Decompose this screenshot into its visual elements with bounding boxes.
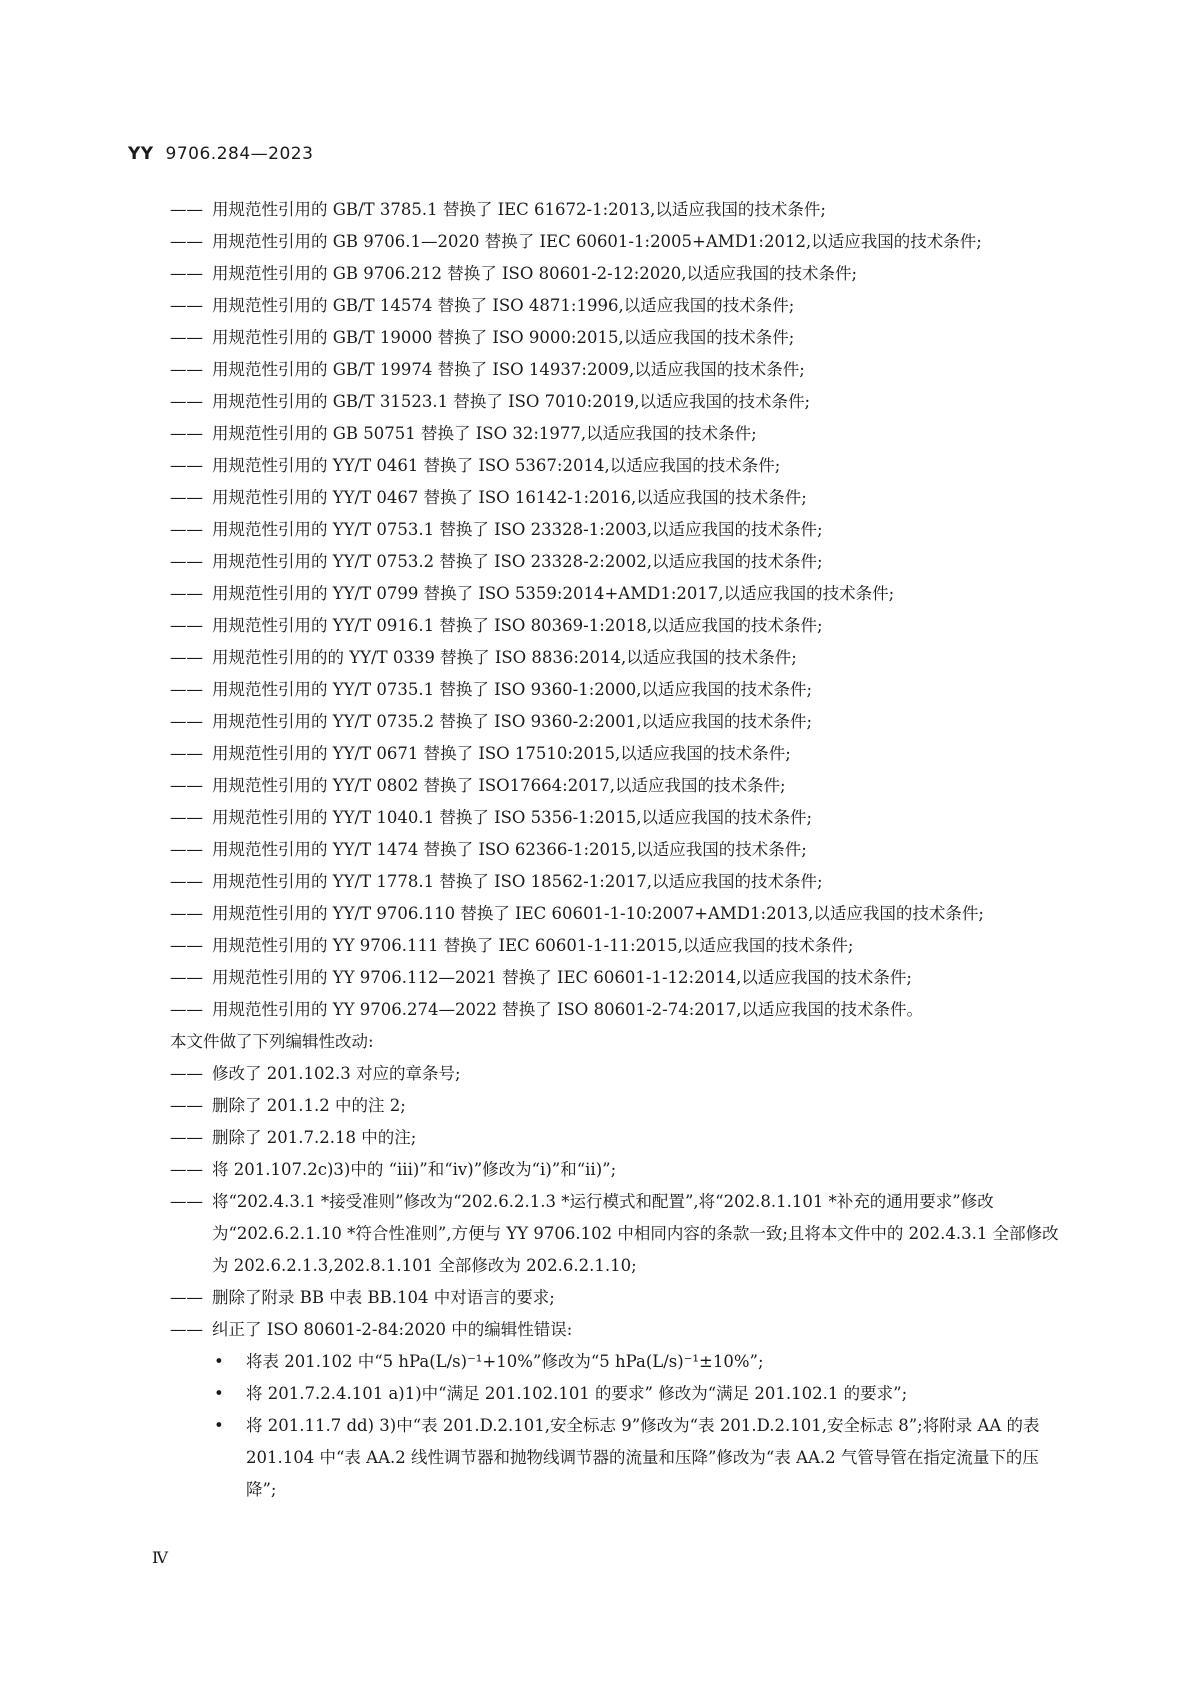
dash-marker: ——	[170, 360, 203, 379]
dash-marker: ——	[170, 1128, 203, 1147]
list-item-text: 用规范性引用的 YY/T 0735.1 替换了 ISO 9360-1:2000,以适应我国的技术条件;	[212, 680, 813, 699]
dash-marker: ——	[170, 1000, 203, 1019]
list-item-text: 用规范性引用的 GB 50751 替换了 ISO 32:1977,以适应我国的技术条件;	[212, 424, 757, 443]
edits-list	[170, 1058, 1060, 1346]
dash-marker: ——	[170, 1320, 203, 1339]
dash-marker: ——	[170, 1288, 203, 1307]
page-content	[170, 194, 1060, 1506]
dash-marker: ——	[170, 1160, 203, 1179]
list-item	[170, 546, 1060, 578]
list-item-text: 用规范性引用的 YY/T 0467 替换了 ISO 16142-1:2016,以适应我国的技术条件;	[212, 488, 807, 507]
list-item-text: 删除了 201.1.2 中的注 2;	[212, 1096, 406, 1115]
list-item-text: 用规范性引用的的 YY/T 0339 替换了 ISO 8836:2014,以适应我国的技术条件;	[212, 648, 797, 667]
list-item	[170, 1282, 1060, 1314]
list-item-text: 将 201.107.2c)3)中的 “iii)”和“iv)”修改为“i)”和“ii)”;	[212, 1160, 617, 1179]
list-item	[170, 482, 1060, 514]
list-item-text: 用规范性引用的 YY/T 0735.2 替换了 ISO 9360-2:2001,以适应我国的技术条件;	[212, 712, 813, 731]
list-item-text: 用规范性引用的 GB/T 19974 替换了 ISO 14937:2009,以适应我国的技术条件;	[212, 360, 805, 379]
list-item	[170, 1058, 1060, 1090]
list-item-text: 修改了 201.102.3 对应的章条号;	[212, 1064, 461, 1083]
dash-marker: ——	[170, 1096, 203, 1115]
dash-marker: ——	[170, 968, 203, 987]
bullet-item-text: 将表 201.102 中“5 hPa(L/s)⁻¹+10%”修改为“5 hPa(L/s)⁻¹±10%”;	[246, 1352, 764, 1371]
dash-marker: ——	[170, 616, 203, 635]
list-item-text: 用规范性引用的 YY 9706.111 替换了 IEC 60601-1-11:2015,以适应我国的技术条件;	[212, 936, 854, 955]
list-item	[170, 674, 1060, 706]
dash-marker: ——	[170, 872, 203, 891]
bullet-item	[170, 1346, 1060, 1378]
dash-marker: ——	[170, 808, 203, 827]
list-item	[170, 578, 1060, 610]
dash-marker: ——	[170, 328, 203, 347]
list-item	[170, 866, 1060, 898]
list-item	[170, 514, 1060, 546]
corrections-list	[170, 1346, 1060, 1506]
list-item	[170, 450, 1060, 482]
bullet-item-text: 将 201.7.2.4.101 a)1)中“满足 201.102.101 的要求” 修改为“满足 201.102.1 的要求”;	[246, 1384, 908, 1403]
dash-marker: ——	[170, 264, 203, 283]
list-item	[170, 994, 1060, 1026]
dash-marker: ——	[170, 552, 203, 571]
dash-marker: ——	[170, 232, 203, 251]
list-item-text: 用规范性引用的 YY/T 0671 替换了 ISO 17510:2015,以适应我国的技术条件;	[212, 744, 791, 763]
list-item	[170, 418, 1060, 450]
dash-marker: ——	[170, 488, 203, 507]
dash-marker: ——	[170, 712, 203, 731]
bullet-marker: •	[214, 1384, 224, 1403]
list-item	[170, 738, 1060, 770]
list-item	[170, 322, 1060, 354]
list-item-text: 删除了附录 BB 中表 BB.104 中对语言的要求;	[212, 1288, 555, 1307]
list-item	[170, 706, 1060, 738]
list-item	[170, 610, 1060, 642]
list-item-text: 用规范性引用的 YY 9706.274—2022 替换了 ISO 80601-2-74:2017,以适应我国的技术条件。	[212, 1000, 924, 1019]
list-item-text: 用规范性引用的 YY/T 0802 替换了 ISO17664:2017,以适应我国的技术条件;	[212, 776, 786, 795]
bullet-item	[170, 1378, 1060, 1410]
dash-marker: ——	[170, 936, 203, 955]
list-item-text: 用规范性引用的 GB 9706.212 替换了 ISO 80601-2-12:2020,以适应我国的技术条件;	[212, 264, 858, 283]
list-item	[170, 386, 1060, 418]
dash-marker: ——	[170, 840, 203, 859]
list-item-text: 用规范性引用的 YY 9706.112—2021 替换了 IEC 60601-1-12:2014,以适应我国的技术条件;	[212, 968, 912, 987]
list-item-text: 用规范性引用的 YY/T 0753.2 替换了 ISO 23328-2:2002,以适应我国的技术条件;	[212, 552, 823, 571]
list-item-text: 用规范性引用的 GB/T 14574 替换了 ISO 4871:1996,以适应我国的技术条件;	[212, 296, 795, 315]
list-item-text: 用规范性引用的 YY/T 1040.1 替换了 ISO 5356-1:2015,以适应我国的技术条件;	[212, 808, 813, 827]
list-item	[170, 802, 1060, 834]
list-item-text: 用规范性引用的 GB/T 3785.1 替换了 IEC 61672-1:2013,以适应我国的技术条件;	[212, 200, 826, 219]
list-item	[170, 834, 1060, 866]
dash-marker: ——	[170, 904, 203, 923]
list-item	[170, 354, 1060, 386]
list-item-text: 用规范性引用的 YY/T 0461 替换了 ISO 5367:2014,以适应我国的技术条件;	[212, 456, 781, 475]
list-item-text: 将“202.4.3.1 *接受准则”修改为“202.6.2.1.3 *运行模式和配置”,将“202.8.1.101 *补充的通用要求”修改为“202.6.2.1.10 *符合性准则”,方便与 YY 9706.102 中相同内容的条款一致;且将本文件中的 202.4.3.1 全部修改为 202.6.2.1.3,202.8.1.101 全部修改为 202.6.2.1.10;	[212, 1192, 1059, 1275]
dash-marker: ——	[170, 680, 203, 699]
dash-marker: ——	[170, 200, 203, 219]
list-item-text: 用规范性引用的 YY/T 0799 替换了 ISO 5359:2014+AMD1:2017,以适应我国的技术条件;	[212, 584, 895, 603]
bullet-marker: •	[214, 1352, 224, 1371]
list-item-text: 用规范性引用的 GB/T 31523.1 替换了 ISO 7010:2019,以适应我国的技术条件;	[212, 392, 811, 411]
dash-marker: ——	[170, 744, 203, 763]
list-item	[170, 770, 1060, 802]
bullet-item	[170, 1410, 1060, 1506]
list-item-text: 用规范性引用的 YY/T 0916.1 替换了 ISO 80369-1:2018,以适应我国的技术条件;	[212, 616, 823, 635]
document-header	[128, 144, 313, 164]
list-item	[170, 1186, 1060, 1282]
page-number: Ⅳ	[152, 1548, 168, 1567]
dash-marker: ——	[170, 1064, 203, 1083]
list-item	[170, 1090, 1060, 1122]
dash-marker: ——	[170, 296, 203, 315]
bullet-item-text: 将 201.11.7 dd) 3)中“表 201.D.2.101,安全标志 9”修改为“表 201.D.2.101,安全标志 8”;将附录 AA 的表 201.104 中“表 AA.2 线性调节器和抛物线调节器的流量和压降”修改为“表 AA.2 气管导管在指定流量下的压降”;	[246, 1416, 1040, 1499]
list-item-text: 用规范性引用的 YY/T 9706.110 替换了 IEC 60601-1-10:2007+AMD1:2013,以适应我国的技术条件;	[212, 904, 984, 923]
list-item-text: 删除了 201.7.2.18 中的注;	[212, 1128, 417, 1147]
list-item-text: 用规范性引用的 YY/T 0753.1 替换了 ISO 23328-1:2003,以适应我国的技术条件;	[212, 520, 823, 539]
list-item	[170, 194, 1060, 226]
standard-code: 9706.284—2023	[165, 144, 314, 164]
list-item	[170, 1314, 1060, 1346]
replacement-list	[170, 194, 1060, 1026]
list-item	[170, 226, 1060, 258]
list-item	[170, 1122, 1060, 1154]
list-item	[170, 930, 1060, 962]
list-item	[170, 290, 1060, 322]
dash-marker: ——	[170, 456, 203, 475]
list-item-text: 用规范性引用的 YY/T 1778.1 替换了 ISO 18562-1:2017,以适应我国的技术条件;	[212, 872, 823, 891]
list-item	[170, 642, 1060, 674]
list-item-text: 纠正了 ISO 80601-2-84:2020 中的编辑性错误:	[212, 1320, 573, 1339]
standard-org: YY	[128, 144, 154, 164]
dash-marker: ——	[170, 648, 203, 667]
dash-marker: ——	[170, 392, 203, 411]
list-item-text: 用规范性引用的 GB/T 19000 替换了 ISO 9000:2015,以适应我国的技术条件;	[212, 328, 795, 347]
dash-marker: ——	[170, 1192, 203, 1211]
bullet-marker: •	[214, 1416, 224, 1435]
dash-marker: ——	[170, 424, 203, 443]
list-item	[170, 962, 1060, 994]
list-item	[170, 898, 1060, 930]
dash-marker: ——	[170, 776, 203, 795]
dash-marker: ——	[170, 584, 203, 603]
list-item	[170, 258, 1060, 290]
list-item-text: 用规范性引用的 YY/T 1474 替换了 ISO 62366-1:2015,以适应我国的技术条件;	[212, 840, 807, 859]
list-item-text: 用规范性引用的 GB 9706.1—2020 替换了 IEC 60601-1:2005+AMD1:2012,以适应我国的技术条件;	[212, 232, 982, 251]
list-item	[170, 1154, 1060, 1186]
dash-marker: ——	[170, 520, 203, 539]
edits-intro: 本文件做了下列编辑性改动:	[170, 1032, 374, 1051]
